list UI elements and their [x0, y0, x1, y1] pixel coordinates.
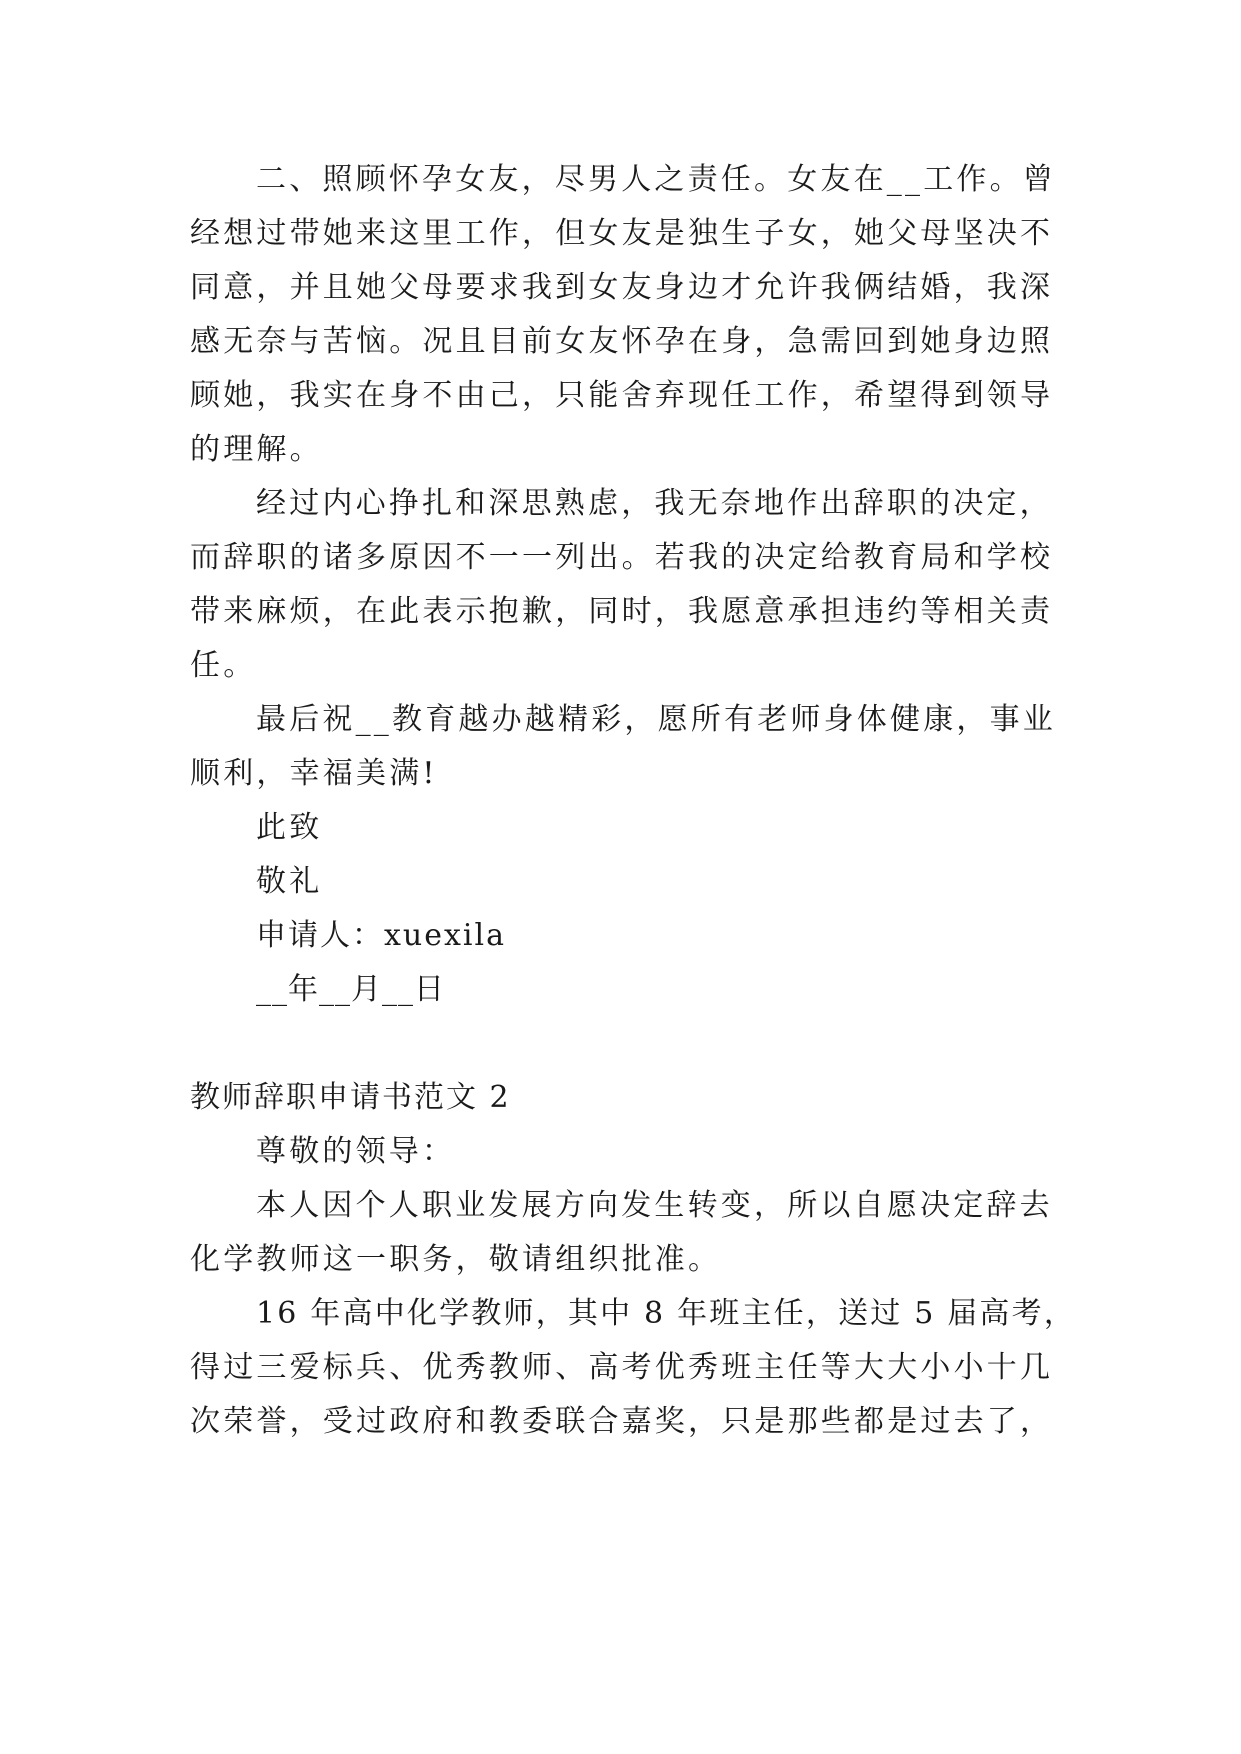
paragraph-line: 经想过带她来这里工作，但女友是独生子女，她父母坚决不 [190, 216, 1054, 251]
paragraph-line: 本人因个人职业发展方向发生转变，所以自愿决定辞去 [256, 1188, 1053, 1223]
paragraph-line: 感无奈与苦恼。况且目前女友怀孕在身，急需回到她身边照 [190, 324, 1054, 359]
paragraph-line: 得过三爱标兵、优秀教师、高考优秀班主任等大大小小十几 [190, 1350, 1054, 1385]
paragraph-line: 经过内心挣扎和深思熟虑，我无奈地作出辞职的决定， [256, 486, 1053, 521]
paragraph-line: 同意，并且她父母要求我到女友身边才允许我俩结婚，我深 [190, 270, 1054, 305]
paragraph-line: 二、照顾怀孕女友，尽男人之责任。女友在__工作。曾 [256, 162, 1056, 197]
paragraph-line: 顾她，我实在身不由己，只能舍弃现任工作，希望得到领导 [190, 378, 1054, 413]
closing-salutation: 此致 [256, 810, 323, 845]
paragraph-line: 最后祝__教育越办越精彩，愿所有老师身体健康，事业 [256, 702, 1056, 737]
paragraph-line: 化学教师这一职务，敬请组织批准。 [190, 1242, 722, 1277]
paragraph-line: 带来麻烦，在此表示抱歉，同时，我愿意承担违约等相关责 [190, 594, 1054, 629]
date-line: __年__月__日 [256, 972, 445, 1007]
section-title: 教师辞职申请书范文 2 [190, 1080, 511, 1115]
greeting: 尊敬的领导： [256, 1134, 456, 1169]
closing-salutation: 敬礼 [256, 864, 323, 899]
paragraph-line: 而辞职的诸多原因不一一列出。若我的决定给教育局和学校 [190, 540, 1054, 575]
paragraph-line: 顺利，幸福美满! [190, 756, 438, 791]
paragraph-line: 任。 [190, 648, 257, 683]
paragraph-line: 16 年高中化学教师，其中 8 年班主任，送过 5 届高考， [256, 1296, 1077, 1331]
paragraph-line: 次荣誉，受过政府和教委联合嘉奖，只是那些都是过去了， [190, 1404, 1054, 1439]
applicant-signature: 申请人：xuexila [256, 918, 506, 953]
paragraph-line: 的理解。 [190, 432, 323, 467]
